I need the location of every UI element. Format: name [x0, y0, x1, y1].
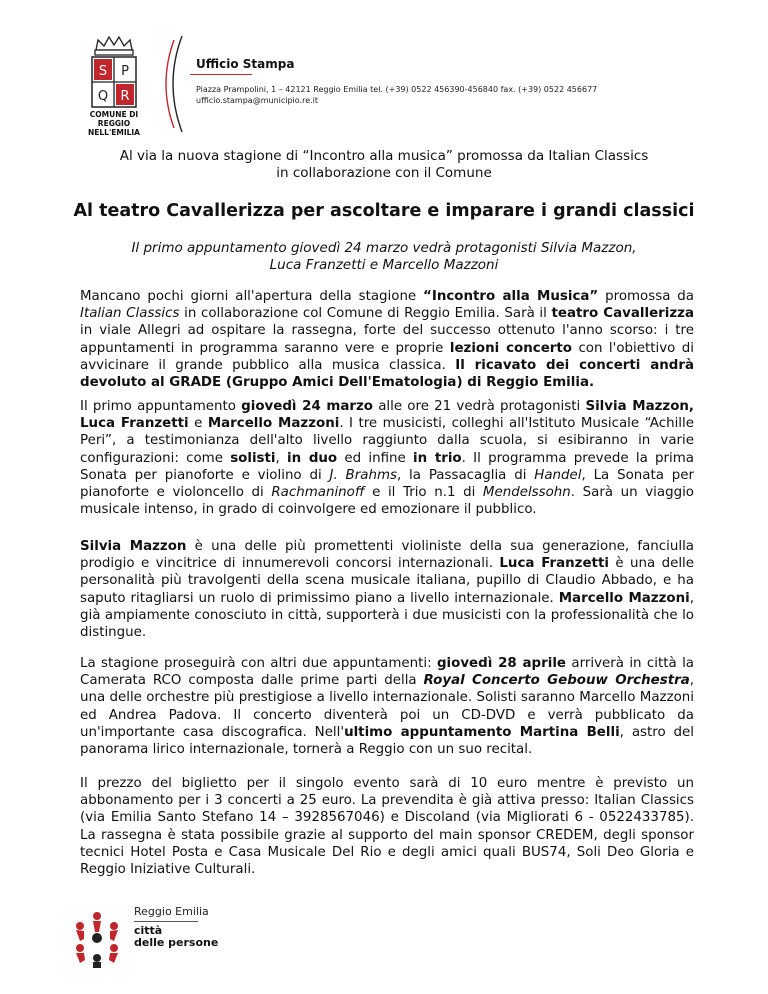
office-address: Piazza Prampolini, 1 – 42121 Reggio Emilia tel. (+39) 0522 456390-456840 fax. (+39) 0522 456677 ufficio.stampa@municipio.re.it — [196, 85, 598, 105]
office-email: ufficio.stampa@municipio.re.it — [196, 96, 319, 105]
footer-tagline-2: delle persone — [134, 935, 219, 949]
svg-text:Q: Q — [97, 89, 109, 104]
svg-text:S: S — [98, 64, 108, 79]
people-circle-logo-icon — [68, 906, 126, 968]
paragraph-4: La stagione proseguirà con altri due appuntamenti: giovedì 28 aprile arriverà in città la Camerata RCO composta dalle prime parti della Royal Concerto Gebouw Orchestra, una delle orchestre più prestigiose a livello internazionale. Solisti saranno Marcello Mazzoni ed Andrea Padova. Il concerto diventerà poi un CD-DVD e verrà pubblicato da un'importante casa discografica. Nell'ultimo appuntamento Martina Belli, astro del panorama lirico internazionale, tornerà a Reggio con un suo recital. — [80, 656, 695, 758]
paragraph-2: Il primo appuntamento giovedì 24 marzo alle ore 21 vedrà protagonisti Silvia Mazzon, Luca Franzetti e Marcello Mazzoni. I tre musicisti, colleghi all'Istituto Musicale “Achille Peri”, a testimonianza dell'alto livello raggiunto dalla scuola, si esibiranno in varie configurazioni: come solisti, in duo ed infine in trio. Il programma prevede la prima Sonata per pianoforte e violino di J. Brahms, la Passacaglia di Handel, La Sonata per pianoforte e violoncello di Rachmaninoff e il Trio n.1 di Mendelssohn. Sarà un viaggio musicale intenso, in grado di coinvolgere ed emozionare il pubblico. — [80, 399, 695, 518]
svg-text:R: R — [120, 89, 130, 104]
paragraph-5: Il prezzo del biglietto per il singolo evento sarà di 10 euro mentre è previsto un abbonamento per i 3 concerti a 25 euro. La prevendita è già attiva presso: Italian Classics (via Emilia Santo Stefano 14 – 3928567046) e Discoland (via Migliorati 6 - 0522433785). La rassegna è stata possibile grazie al supporto del main sponsor CREDEM, degli sponsor tecnici Hotel Posta e Casa Musicale Del Rio e degli amici quali BUS74, Soli Deo Gloria e Reggio Iniziative Culturali. — [80, 776, 694, 878]
office-underline — [190, 74, 252, 75]
headline: Al teatro Cavallerizza per ascoltare e imparare i grandi classici — [73, 201, 695, 221]
header-curve-ornament — [160, 34, 190, 134]
kicker: Al via la nuova stagione di “Incontro alla musica” promossa da Italian Classics in collaborazione con il Comune — [119, 148, 649, 181]
footer-tagline-1: città — [134, 924, 163, 937]
footer-divider — [134, 921, 198, 922]
office-title: Ufficio Stampa — [196, 57, 295, 71]
footer-city: Reggio Emilia — [134, 905, 209, 918]
subheadline: Il primo appuntamento giovedì 24 marzo vedrà protagonisti Silvia Mazzon, Luca Franzetti e Marcello Mazzoni — [131, 240, 637, 273]
svg-text:P: P — [121, 64, 129, 79]
footer-brand — [134, 906, 218, 948]
paragraph-3: Silvia Mazzon è una delle più promettenti violiniste della sua generazione, fanciulla prodigio e vincitrice di innumerevoli concorsi internazionali. Luca Franzetti è una delle personalità più travolgenti della scena musicale italiana, pupillo di Claudio Abbado, e ha saputo ritagliarsi un ruolo di primissimo piano a livello internazionale. Marcello Mazzoni, già ampiamente conosciuto in città, supporterà i due musicisti con la professionalità che lo distingue. — [80, 539, 695, 641]
crest-caption: COMUNE DI REGGIO NELL'EMILIA — [87, 110, 140, 137]
letterhead — [0, 0, 768, 140]
paragraph-1: Mancano pochi giorni all'apertura della stagione “Incontro alla Musica” promossa da Italian Classics in collaborazione col Comune di Reggio Emilia. Sarà il teatro Cavallerizza in viale Allegri ad ospitare la rassegna, forte del successo ottenuto l'anno scorso: i tre appuntamenti in programma saranno vere e proprie lezioni concerto con l'obiettivo di avvicinare il grande pubblico alla musica classica. Il ricavato dei concerti andrà devoluto al GRADE (Gruppo Amici Dell'Ematologia) di Reggio Emilia. — [80, 289, 694, 391]
